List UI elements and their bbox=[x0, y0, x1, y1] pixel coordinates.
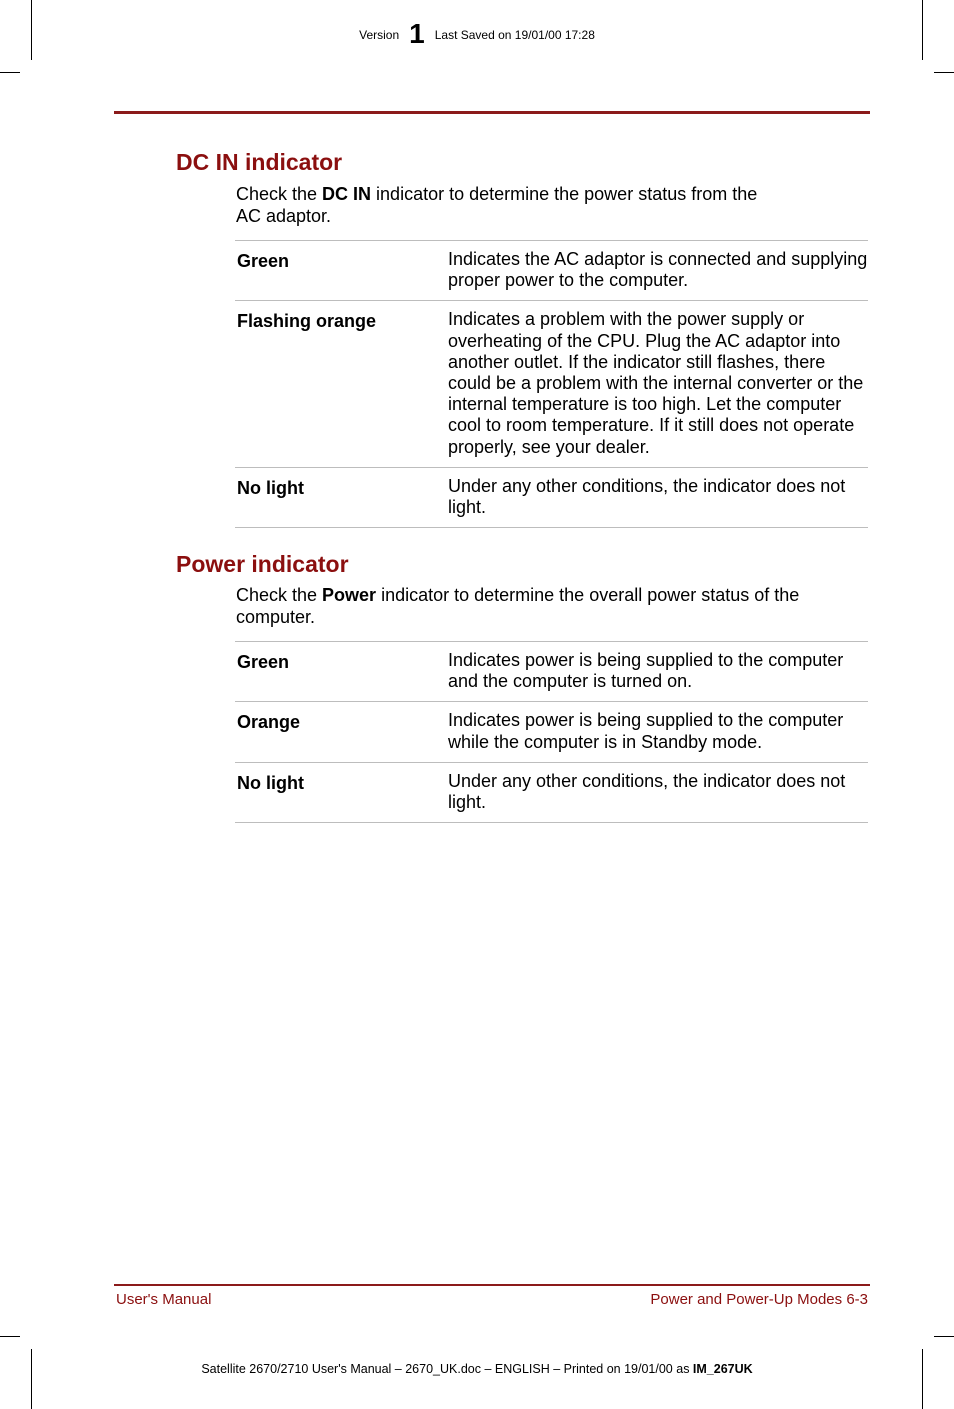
header-rule bbox=[114, 111, 870, 114]
table-row bbox=[235, 467, 868, 527]
version-number: 1 bbox=[409, 18, 425, 49]
version-label: Version bbox=[359, 28, 400, 42]
table-row bbox=[235, 702, 868, 762]
power-keyword: Power bbox=[322, 585, 377, 605]
indicator-description: Indicates power is being supplied to the computer while the computer is in Standby mode. bbox=[448, 710, 844, 752]
crop-mark bbox=[934, 1336, 954, 1337]
last-saved: Last Saved on 19/01/00 17:28 bbox=[434, 28, 595, 42]
table-row bbox=[235, 301, 868, 467]
indicator-state: Green bbox=[237, 251, 290, 271]
dc-in-table bbox=[235, 240, 868, 528]
footer-manual-title: User's Manual bbox=[116, 1291, 212, 1308]
indicator-state: Green bbox=[237, 652, 290, 672]
indicator-description: Under any other conditions, the indicator does not light. bbox=[448, 475, 846, 518]
print-info: Satellite 2670/2710 User's Manual – 2670_UK.doc – ENGLISH – Printed on 19/01/00 as IM_267UK bbox=[201, 1362, 753, 1376]
crop-mark bbox=[922, 1349, 923, 1409]
section-title-dc-in: DC IN indicator bbox=[176, 149, 343, 175]
dc-in-intro: Check the DC IN indicator to determine the power status from the AC adaptor. bbox=[236, 184, 758, 226]
indicator-description: Under any other conditions, the indicator does not light. bbox=[448, 770, 846, 813]
section-title-power: Power indicator bbox=[176, 551, 349, 577]
crop-mark bbox=[0, 72, 20, 73]
crop-mark bbox=[31, 1349, 32, 1409]
indicator-description: Indicates the AC adaptor is connected and supplying proper power to the computer. bbox=[448, 249, 868, 291]
crop-mark bbox=[0, 1336, 20, 1337]
crop-mark bbox=[934, 72, 954, 73]
table-row bbox=[235, 241, 868, 301]
footer-page-label: Power and Power-Up Modes 6-3 bbox=[650, 1291, 868, 1308]
indicator-description: Indicates a problem with the power supply or overheating of the CPU. Plug the AC adaptor into another outlet. If the indicator still flashes, there could be a problem with the internal converter or the internal temperature is too high. Let the computer cool to room temperature. If it still does not operate properly, see your dealer. bbox=[448, 309, 864, 457]
indicator-state: Orange bbox=[237, 712, 301, 733]
print-code: IM_267UK bbox=[692, 1362, 753, 1376]
footer-rule bbox=[114, 1284, 870, 1286]
indicator-state: Flashing orange bbox=[237, 311, 377, 332]
indicator-state: No light bbox=[237, 772, 304, 793]
table-row bbox=[235, 642, 868, 702]
indicator-description: Indicates power is being supplied to the computer and the computer is turned on. bbox=[448, 650, 844, 692]
power-intro: Check the Power indicator to determine the overall power status of the computer. bbox=[236, 585, 800, 627]
indicator-state: No light bbox=[237, 477, 304, 498]
table-row bbox=[235, 762, 868, 822]
dc-in-keyword: DC IN bbox=[322, 184, 372, 204]
power-table bbox=[235, 641, 868, 823]
version-header bbox=[0, 18, 954, 50]
